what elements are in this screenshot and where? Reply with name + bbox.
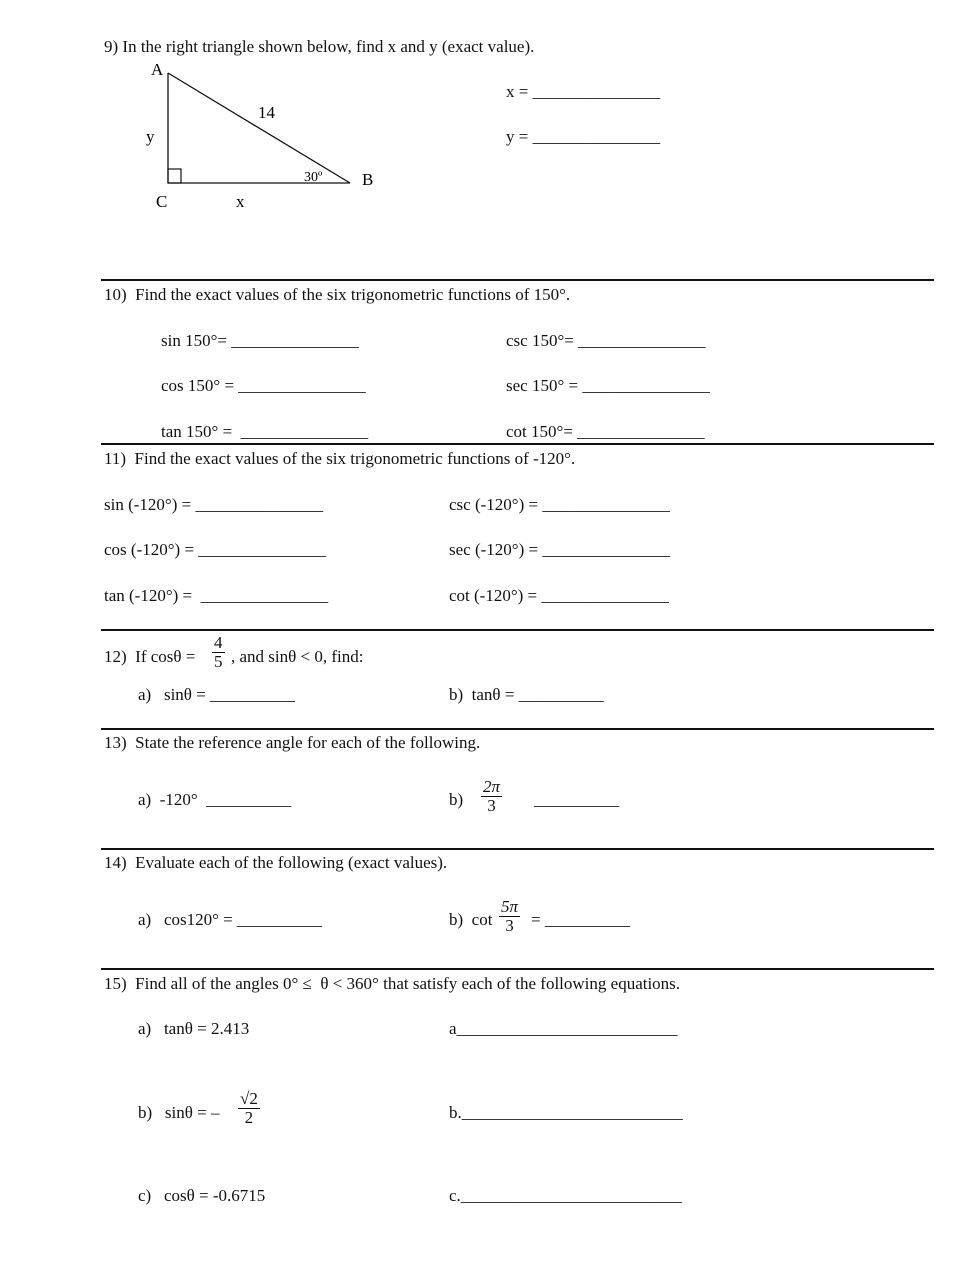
q11-cos[interactable]: cos (-120°) = _______________ — [104, 540, 326, 559]
q11-sec[interactable]: sec (-120°) = _______________ — [449, 540, 670, 559]
hypotenuse — [168, 73, 350, 183]
q15-a-answer[interactable]: a__________________________ — [449, 1019, 678, 1038]
divider — [101, 279, 934, 281]
q10-tan[interactable]: tan 150° = _______________ — [161, 422, 369, 441]
denominator: 3 — [487, 796, 496, 815]
numerator: 2π — [483, 777, 501, 796]
q14-b-label: b) cot — [449, 910, 493, 929]
vertex-a-label: A — [151, 60, 164, 79]
q12-prompt-end: , and sinθ < 0, find: — [231, 647, 364, 666]
q14-a[interactable]: a) cos120° = __________ — [138, 910, 323, 929]
q14-b-answer[interactable]: = __________ — [531, 910, 630, 929]
vertex-b-label: B — [362, 170, 374, 189]
numerator: 5π — [501, 897, 519, 916]
q15-c-answer[interactable]: c.__________________________ — [449, 1186, 682, 1205]
q15-c: c) cosθ = -0.6715 — [138, 1186, 266, 1205]
hypotenuse-label: 14 — [258, 103, 275, 122]
angle-label: 30º — [304, 170, 323, 185]
q12-b[interactable]: b) tanθ = __________ — [449, 685, 604, 704]
y-answer[interactable]: y = _______________ — [506, 127, 661, 146]
numerator: 4 — [214, 633, 223, 652]
q11-cot[interactable]: cot (-120°) = _______________ — [449, 586, 669, 605]
q10-prompt: 10) Find the exact values of the six trigonometric functions of 150°. — [104, 285, 571, 304]
denominator: 5 — [214, 652, 223, 671]
divider — [101, 848, 934, 850]
q10-csc[interactable]: csc 150°= _______________ — [506, 331, 706, 350]
fraction-2pi-3 — [481, 778, 502, 815]
q15-prompt: 15) Find all of the angles 0° ≤ θ < 360° that satisfy each of the following equations. — [104, 974, 681, 993]
divider — [101, 968, 934, 970]
q9-prompt: 9) In the right triangle shown below, find x and y (exact value). — [104, 37, 535, 56]
divider — [101, 728, 934, 730]
q11-prompt: 11) Find the exact values of the six trigonometric functions of -120°. — [104, 449, 576, 468]
fraction-5pi-3 — [499, 898, 520, 935]
q12-prompt-start: 12) If cosθ = — [104, 647, 196, 666]
q11-tan[interactable]: tan (-120°) = _______________ — [104, 586, 329, 605]
q11-sin[interactable]: sin (-120°) = _______________ — [104, 495, 323, 514]
divider — [101, 443, 934, 445]
divider — [101, 629, 934, 631]
vertex-c-label: C — [156, 192, 168, 211]
q13-b-answer[interactable]: __________ — [534, 790, 619, 809]
q10-sin[interactable]: sin 150°= _______________ — [161, 331, 359, 350]
q13-b-label: b) — [449, 790, 464, 809]
numerator: √2 — [240, 1089, 258, 1108]
q11-csc[interactable]: csc (-120°) = _______________ — [449, 495, 670, 514]
x-answer[interactable]: x = _______________ — [506, 82, 661, 101]
denominator: 3 — [505, 916, 514, 935]
right-triangle-diagram — [140, 55, 400, 215]
q13-prompt: 13) State the reference angle for each of the following. — [104, 733, 481, 752]
q10-sec[interactable]: sec 150° = _______________ — [506, 376, 710, 395]
right-angle-marker — [168, 169, 181, 183]
side-y-label: y — [146, 127, 155, 146]
q13-a[interactable]: a) -120° __________ — [138, 790, 292, 809]
side-x-label: x — [236, 192, 245, 211]
q15-b-answer[interactable]: b.__________________________ — [449, 1103, 683, 1122]
fraction-4-5 — [212, 634, 225, 671]
q14-prompt: 14) Evaluate each of the following (exact values). — [104, 853, 448, 872]
q10-cos[interactable]: cos 150° = _______________ — [161, 376, 366, 395]
denominator: 2 — [244, 1108, 254, 1127]
q15-a: a) tanθ = 2.413 — [138, 1019, 250, 1038]
q12-a[interactable]: a) sinθ = __________ — [138, 685, 296, 704]
fraction-sqrt2-2 — [238, 1090, 260, 1127]
q10-cot[interactable]: cot 150°= _______________ — [506, 422, 705, 441]
q15-b-label: b) sinθ = – — [138, 1103, 220, 1122]
